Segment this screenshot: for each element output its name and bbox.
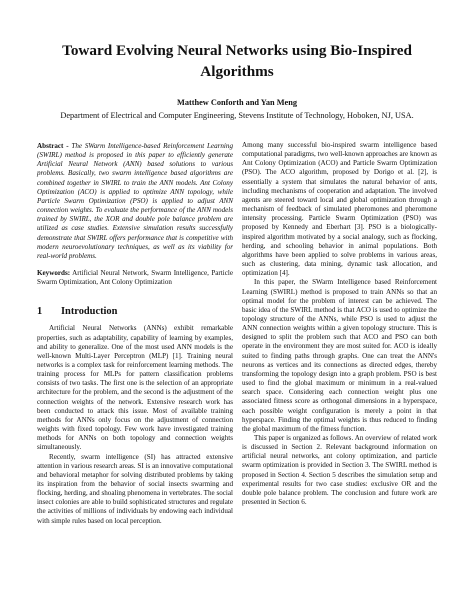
intro-paragraph: Recently, swarm intelligence (SI) has attracted extensive attention in various research areas. SI is an innovative computational and behavioral metaphor for solving distributed problems by taking its inspiration from the behavior of social insects swarming and flocking, herding, and shoaling phenomena in vertebrates. The social insect colonies are able to build sophisticated structures and regulate the activities of millions of individuals by endowing each individual with simple rules based on local perception. — [37, 452, 233, 525]
intro-paragraph: Artificial Neural Networks (ANNs) exhibit remarkable properties, such as adaptability, capability of learning by examples, and ability to generalize. One of the most used ANN models is the well-known Multi-Layer Perceptron (MLP) [1]. Training neural networks is a complex task for reinforcement learning methods. The training process for MLPs for pattern classification problems consists of two tasks. The first one is the selection of an appropriate architecture for the problem, and the second is the adjustment of the connection weights of the network. Extensive research work has been conducted to attack this issue. Most of available training methods for ANNs only focus on the adjustment of connection weights with fixed topology. Few work have investigated training methods for ANNs on both topology and connection weights simultaneously. — [37, 324, 233, 452]
keywords-label: Keywords: — [37, 269, 71, 278]
keywords-text: Artificial Neural Network, Swarm Intelligence, Particle Swarm Optimization, Ant Colony Optimization — [37, 269, 234, 287]
section-number: 1 — [37, 306, 43, 318]
section-title: Introduction — [61, 306, 118, 318]
paper-title: Toward Evolving Neural Networks using Bio-Inspired Algorithms — [62, 42, 412, 80]
body-paragraph: Among many successful bio-inspired swarm intelligence based computational paradigms, two well-known approaches are known as Ant Colony Optimization (ACO) and Particle Swarm Optimization (PSO). The ACO algorithm, proposed by Dorigo et al. [2], is essentially a system that simulates the natural behavior of ants, including mechanisms of cooperation and adaptation. The involved agents are steered toward local and global optimization through a mechanism of feedback of simulated pheromones and pheromone intensity processing. Particle Swarm Optimization (PSO) was proposed by Kennedy and Eberhart [3]. PSO is a biologically-inspired algorithm motivated by a social analogy, such as flocking, herding, and schooling behavior in animal populations. Both algorithms have been applied to solve problems in various areas, such as clustering, data mining, dynamic task allocation, and optimization [4]. — [242, 141, 437, 278]
paper-authors: Matthew Conforth and Yan Meng — [177, 98, 297, 107]
keywords — [37, 269, 233, 287]
left-column — [37, 142, 233, 526]
body-paragraph: In this paper, the SWarm Intelligence based Reinforcement Learning (SWIRL) method is proposed to train ANNs so that an optimal model for the problem of interest can be achieved. The basic idea of the SWIRL method is that ACO is used to optimize the topology structure of the ANNs, while PSO is used to adjust the ANN connection weights within a given topology structure. This is designed to split the problem such that ACO and PSO can both operate in the environment they are most suited for. ACO is ideally suited to finding paths through graphs. One can treat the ANN's neurons as vertices and its connections as directed edges, thereby transforming the topology design into a graph problem. PSO is best used to find the global maximum or minimum in a real-valued search space. Considering each connection weight plus one associated fitness score as orthogonal dimensions in a hyperspace, each possible weight configuration is merely a point in that hyperspace. Finding the optimal weights is thus reduced to finding the global maximum of the fitness function. — [242, 278, 437, 433]
section-heading-introduction — [37, 305, 233, 318]
body-paragraph: This paper is organized as follows. An overview of related work is discussed in Section 2. Relevant background information on artificial neural networks, ant colony optimization, and particle swarm optimization is provided in Section 3. The SWIRL method is proposed in Section 4. Section 5 describes the simulation setup and experimental results for two case studies: exclusive OR and the double pole balance problem. The conclusion and future work are presented in Section 6. — [242, 434, 437, 507]
right-column — [242, 141, 437, 507]
abstract-label: Abstract - — [37, 142, 69, 150]
abstract — [37, 142, 233, 261]
paper-affiliation: Department of Electrical and Computer Engineering, Stevens Institute of Technology, Hoboken, NJ, USA. — [60, 111, 414, 120]
abstract-text: The SWarm Intelligence-based Reinforcement Learning (SWIRL) method is proposed in this paper to efficiently generate Artificial Neural Network (ANN) based solutions to various problems. Basically, two swarm intelligence based algorithms are combined together in SWIRL to train the ANN models. Ant Colony Optimization (ACO) is applied to optimize ANN topology, while Particle Swarm Optimization (PSO) is applied to adjust ANN connection weights. To evaluate the performance of the ANN models trained by SWIRL, the XOR and double pole balance problem are utilized as case studies. Extensive simulation results successfully demonstrate that SWIRL offers performance that is competitive with modern neuroevolutionary techniques, as well as its viability for real-world problems. — [37, 142, 233, 260]
